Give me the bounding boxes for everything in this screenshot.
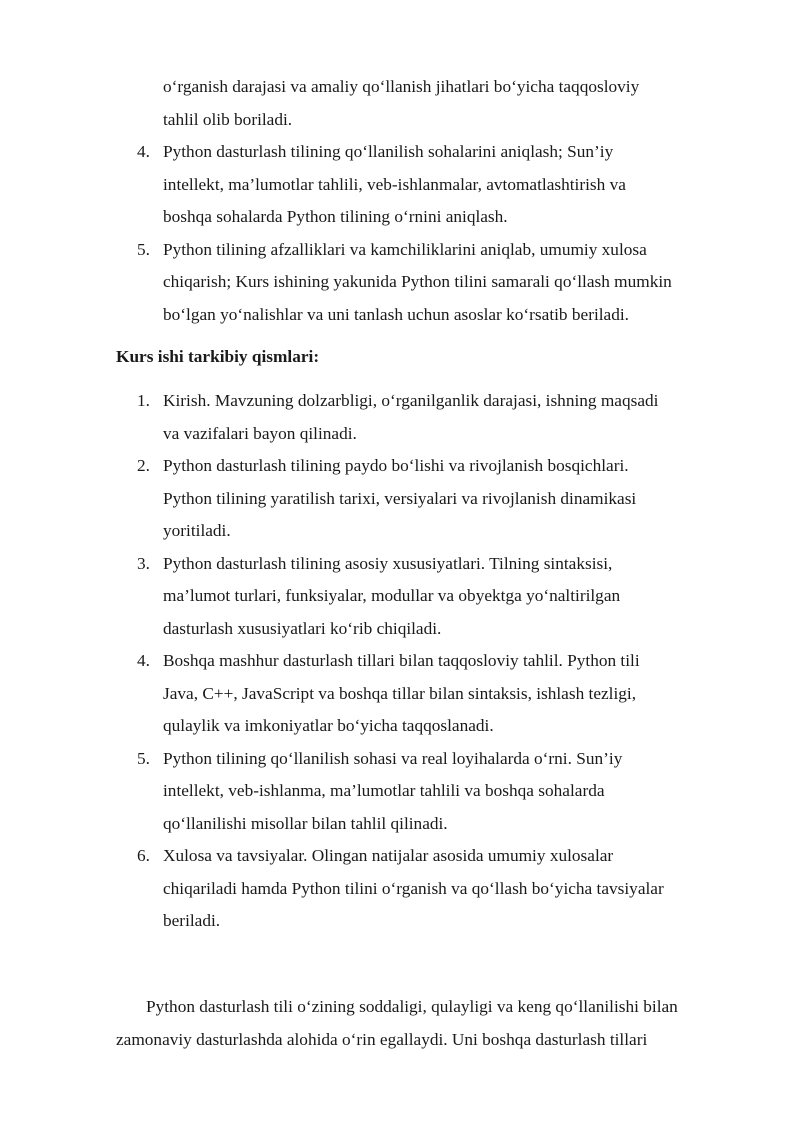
list-item-line: qoʻllanilishi misollar bilan tahlil qilinadi.	[163, 813, 448, 833]
list-item-line: Python dasturlash tilining paydo boʻlishi va rivojlanish bosqichlari.	[163, 456, 629, 475]
list-item-line: qulaylik va imkoniyatlar boʻyicha taqqoslanadi.	[163, 716, 494, 735]
structure-list	[0, 385, 800, 938]
list-item-line: Java, C++, JavaScript va boshqa tillar bilan sintaksis, ishlash tezligi,	[163, 683, 637, 703]
list-item	[0, 645, 800, 743]
list-item-number: 2.	[137, 456, 150, 475]
list-item-line: intellekt, veb-ishlanma, ma’lumotlar tahlili va boshqa sohalarda	[163, 781, 605, 800]
list-item-number: 5.	[137, 748, 150, 768]
continuation-text	[163, 71, 723, 136]
list-item-line: Python tilining qoʻllanilish sohasi va real loyihalarda oʻrni. Sun’iy	[163, 748, 623, 768]
list-item	[0, 743, 800, 841]
continuation-line: oʻrganish darajasi va amaliy qoʻllanish jihatlari boʻyicha taqqosloviy	[163, 77, 640, 96]
list-item-line: intellekt, ma’lumotlar tahlili, veb-ishlanmalar, avtomatlashtirish va	[163, 174, 626, 194]
list-item-line: Boshqa mashhur dasturlash tillari bilan taqqosloviy tahlil. Python tili	[163, 651, 640, 670]
list-item-line: Python tilining afzalliklari va kamchiliklarini aniqlab, umumiy xulosa	[163, 239, 647, 259]
list-item-line: Xulosa va tavsiyalar. Olingan natijalar asosida umumiy xulosalar	[163, 846, 614, 865]
list-item	[0, 136, 800, 234]
tasks-list	[0, 136, 800, 331]
list-item	[0, 234, 800, 332]
list-item-line: Python dasturlash tilining qoʻllanilish sohalarini aniqlash; Sun’iy	[163, 142, 614, 161]
list-item-line: beriladi.	[163, 911, 221, 930]
list-item-line: Kirish. Mavzuning dolzarbligi, oʻrganilganlik darajasi, ishning maqsadi	[163, 391, 659, 410]
list-item-number: 6.	[137, 846, 150, 865]
list-item-number: 4.	[137, 142, 150, 161]
list-item-line: va vazifalari bayon qilinadi.	[163, 423, 357, 443]
list-item-line: chiqariladi hamda Python tilini oʻrganish va qoʻllash boʻyicha tavsiyalar	[163, 878, 664, 898]
list-item-number: 3.	[137, 553, 150, 573]
list-item-line: boʻlgan yoʻnalishlar va uni tanlash uchun asoslar koʻrsatib beriladi.	[163, 304, 629, 324]
list-item-number: 5.	[137, 239, 150, 259]
list-item	[0, 450, 800, 548]
list-item-line: dasturlash xususiyatlari koʻrib chiqiladi.	[163, 618, 442, 638]
list-item	[0, 840, 800, 938]
list-item-number: 1.	[137, 391, 150, 410]
list-item-line: boshqa sohalarda Python tilining oʻrnini aniqlash.	[163, 207, 508, 226]
paragraph-line: zamonaviy dasturlashda alohida oʻrin egallaydi. Uni boshqa dasturlash tillari	[116, 1030, 648, 1049]
list-item	[0, 385, 800, 450]
list-item-line: Python tilining yaratilish tarixi, versiyalari va rivojlanish dinamikasi	[163, 488, 637, 508]
section-heading: Kurs ishi tarkibiy qismlari:	[116, 347, 320, 366]
list-item-number: 4.	[137, 651, 150, 670]
continuation-line: tahlil olib boriladi.	[163, 109, 293, 129]
list-item-line: ma’lumot turlari, funksiyalar, modullar va obyektga yoʻnaltirilgan	[163, 586, 621, 605]
list-item-line: yoritiladi.	[163, 521, 231, 540]
list-item-line: chiqarish; Kurs ishining yakunida Python tilini samarali qoʻllash mumkin	[163, 272, 672, 291]
list-item-line: Python dasturlash tilining asosiy xususiyatlari. Tilning sintaksisi,	[163, 553, 613, 573]
paragraph-line: Python dasturlash tili oʻzining soddaligi, qulayligi va keng qoʻllanilishi bilan	[146, 997, 678, 1016]
list-item	[0, 548, 800, 646]
body-paragraph	[116, 990, 728, 1056]
